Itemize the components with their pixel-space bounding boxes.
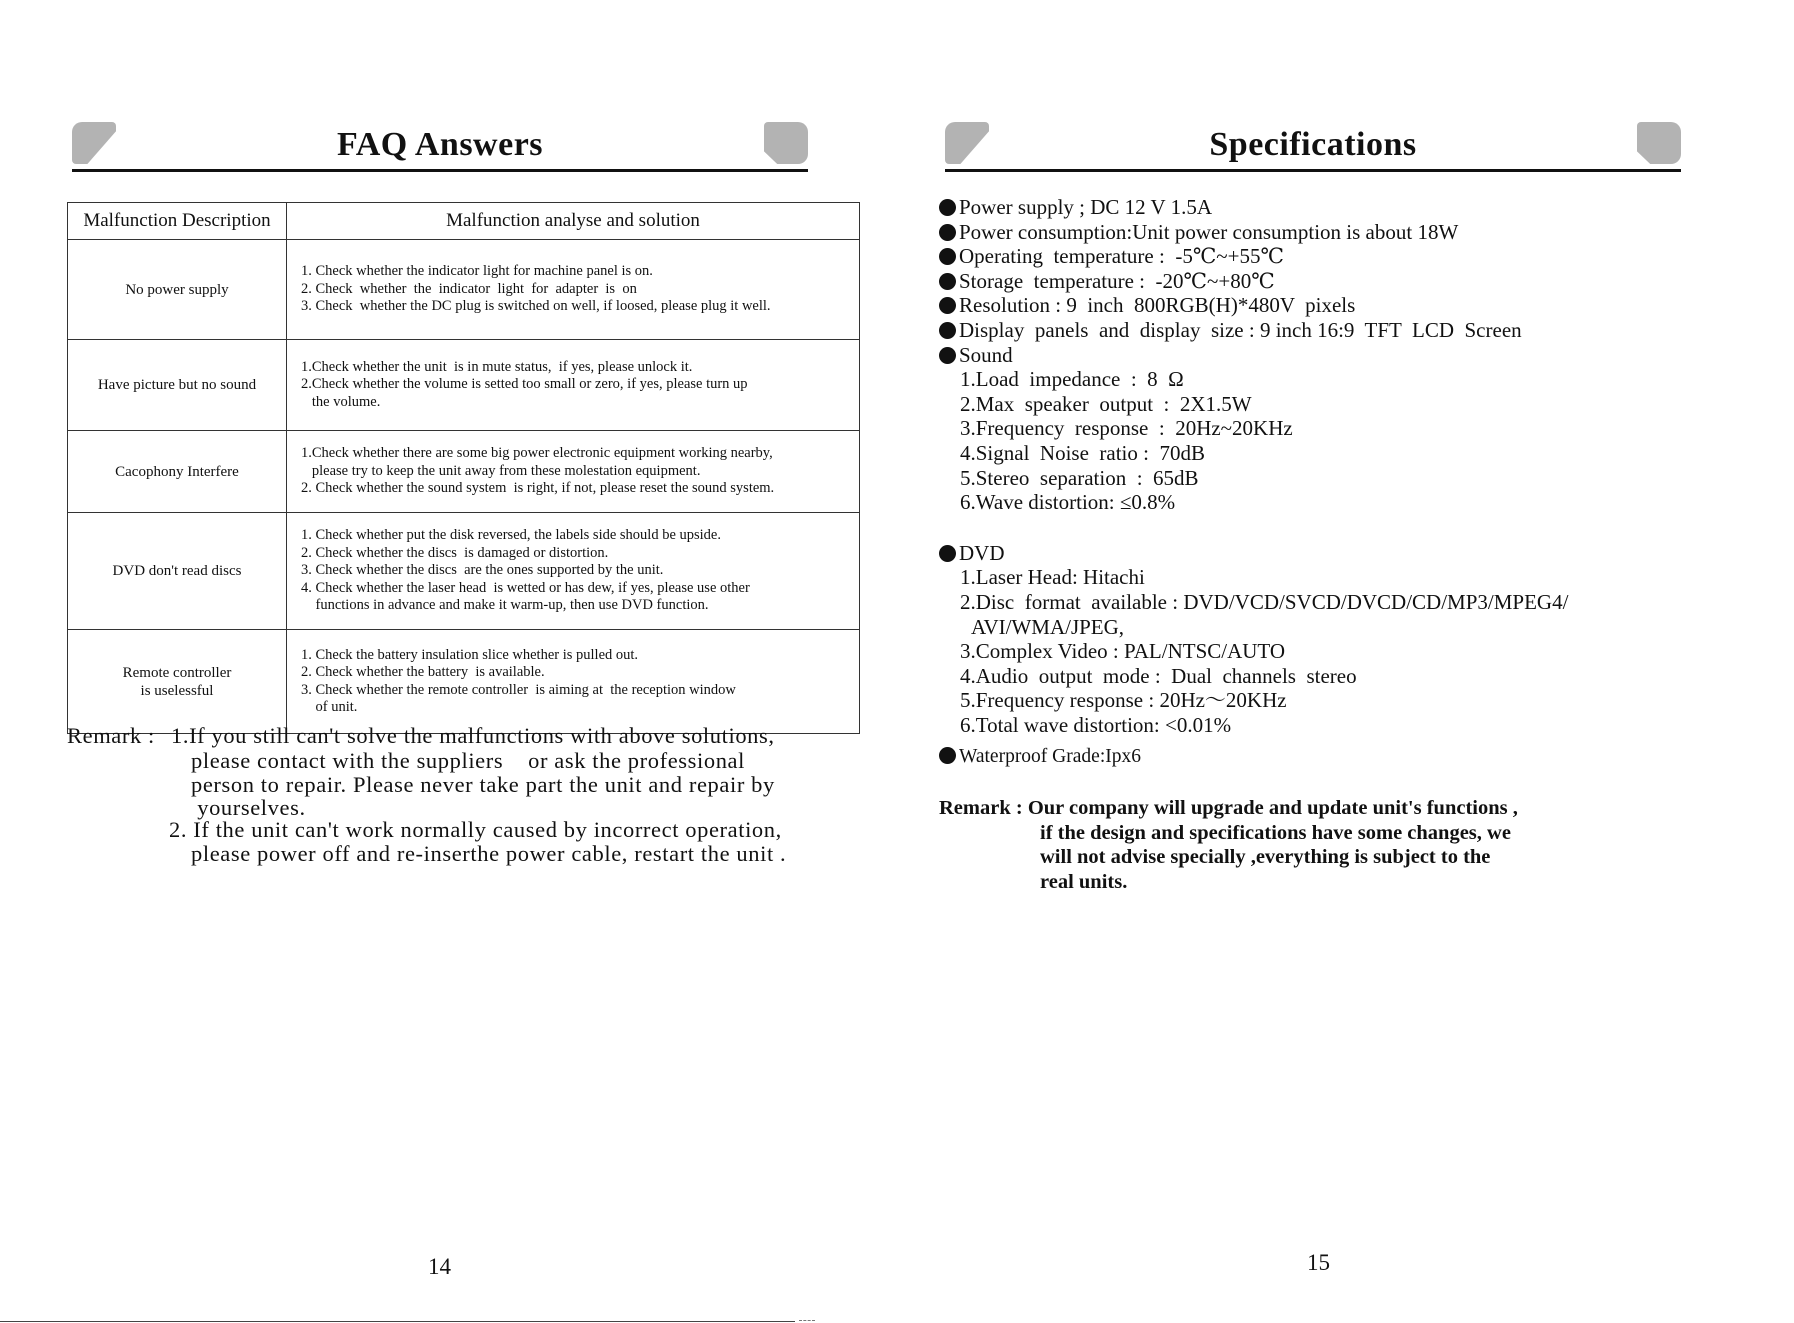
- malfunction-description: Cacophony Interfere: [68, 431, 287, 513]
- bullet-icon: [939, 224, 956, 241]
- spec-item: Power supply ; DC 12 V 1.5A: [939, 195, 1779, 220]
- bullet-icon: [939, 248, 956, 265]
- solution-line: 1. Check whether put the disk reversed, the labels side should be upside.: [301, 527, 721, 544]
- spec-item: Power consumption:Unit power consumption is about 18W: [939, 220, 1779, 245]
- table-row: [68, 340, 860, 431]
- solution-line: 2.Check whether the volume is setted too small or zero, if yes, please turn up: [301, 376, 748, 393]
- bullet-icon: [939, 199, 956, 216]
- faq-remark: [67, 724, 867, 867]
- bullet-icon: [939, 297, 956, 314]
- remark-line: please power off and re-inserthe power cable, restart the unit .: [191, 841, 787, 866]
- solution-line: the volume.: [301, 393, 381, 410]
- sound-spec: 3.Frequency response : 20Hz~20KHz: [960, 416, 1293, 441]
- malfunction-solution: [287, 431, 860, 513]
- crop-mark: [799, 1320, 815, 1321]
- malfunction-solution: [287, 630, 860, 734]
- solution-line: 2. Check whether the indicator light for adapter is on: [301, 280, 637, 297]
- dvd-spec: 6.Total wave distortion: <0.01%: [960, 712, 1232, 737]
- remark-label: Remark :: [67, 723, 155, 748]
- spec-item: Display panels and display size : 9 inch 16:9 TFT LCD Screen: [939, 318, 1779, 343]
- solution-line: 2. Check whether the discs is damaged or distortion.: [301, 544, 609, 561]
- malfunction-description: Have picture but no sound: [68, 340, 287, 431]
- sound-spec: 5.Stereo separation : 65dB: [960, 465, 1199, 490]
- column-header-solution: Malfunction analyse and solution: [287, 203, 860, 240]
- dvd-spec: 2.Disc format available : DVD/VCD/SVCD/DVCD/CD/MP3/MPEG4/: [960, 589, 1569, 614]
- solution-line: 3. Check whether the discs are the ones supported by the unit.: [301, 562, 664, 579]
- page-title: FAQ Answers: [336, 126, 544, 163]
- sound-spec: 6.Wave distortion: ≤0.8%: [960, 490, 1176, 515]
- solution-line: functions in advance and make it warm-up, then use DVD function.: [301, 597, 709, 614]
- dvd-spec: 3.Complex Video : PAL/NTSC/AUTO: [960, 639, 1286, 664]
- faq-table: [67, 202, 860, 734]
- dvd-spec: AVI/WMA/JPEG,: [971, 614, 1125, 639]
- bullet-icon: [939, 347, 956, 364]
- table-row: [68, 431, 860, 513]
- solution-line: 2. Check whether the sound system is right, if not, please reset the sound system.: [301, 480, 775, 497]
- malfunction-description: DVD don't read discs: [68, 513, 287, 630]
- page-number: 15: [1307, 1250, 1330, 1275]
- column-header-description: Malfunction Description: [68, 203, 287, 240]
- solution-line: 4. Check whether the laser head is wetted or has dew, if yes, please use other: [301, 579, 750, 596]
- solution-line: 1. Check whether the indicator light for machine panel is on.: [301, 263, 653, 280]
- malfunction-solution: [287, 513, 860, 630]
- dvd-spec: 4.Audio output mode : Dual channels stereo: [960, 663, 1357, 688]
- remark-line: please contact with the suppliers or ask the professional: [191, 747, 745, 773]
- remark-line: yourselves.: [191, 794, 306, 820]
- malfunction-solution: [287, 340, 860, 431]
- title-underline: [72, 169, 808, 172]
- sound-heading: Sound: [939, 343, 1779, 368]
- table-row: [68, 240, 860, 340]
- solution-line: 3. Check whether the remote controller is aiming at the reception window: [301, 681, 736, 698]
- specifications-list: [939, 195, 1779, 770]
- solution-line: 1.Check whether there are some big power electronic equipment working nearby,: [301, 445, 773, 462]
- dvd-spec: 5.Frequency response : 20Hz～20KHz: [960, 688, 1287, 713]
- spec-item: Resolution : 9 inch 800RGB(H)*480V pixels: [939, 293, 1779, 318]
- malfunction-solution: [287, 240, 860, 340]
- bullet-icon: [939, 747, 956, 764]
- remark-line: Our company will upgrade and update unit's functions ,: [1027, 797, 1518, 819]
- page-number: 14: [428, 1254, 451, 1279]
- specifications-page: [897, 0, 1794, 1323]
- solution-line: 1. Check the battery insulation slice whether is pulled out.: [301, 646, 639, 663]
- table-row: [68, 630, 860, 734]
- title-underline: [945, 169, 1681, 172]
- page-bottom-rule: [0, 1321, 795, 1322]
- page-title: Specifications: [1209, 126, 1417, 163]
- sound-spec: 1.Load impedance : 8 Ω: [960, 367, 1184, 392]
- malfunction-description: Remote controller is uselessful: [68, 630, 287, 734]
- remark-line: will not advise specially ,everything is subject to the: [1040, 846, 1491, 868]
- remark-label: Remark :: [939, 797, 1023, 819]
- solution-line: 2. Check whether the battery is available.: [301, 664, 545, 680]
- waterproof-spec: Waterproof Grade:Ipx6: [939, 745, 1779, 770]
- specifications-remark: [939, 796, 1779, 894]
- remark-line: 2. If the unit can't work normally caused by incorrect operation,: [169, 816, 782, 842]
- malfunction-description: No power supply: [68, 240, 287, 340]
- dvd-spec: 1.Laser Head: Hitachi: [960, 565, 1145, 590]
- remark-line: real units.: [1040, 870, 1128, 893]
- spec-item: Storage temperature : -20℃~+80℃: [939, 269, 1779, 294]
- specifications-header: [945, 118, 1681, 174]
- table-row: [68, 513, 860, 630]
- solution-line: 3. Check whether the DC plug is switched on well, if loosed, please plug it well.: [301, 298, 771, 315]
- remark-line: if the design and specifications have some changes, we: [1040, 821, 1511, 844]
- solution-line: 1.Check whether the unit is in mute status, if yes, please unlock it.: [301, 358, 693, 375]
- solution-line: of unit.: [301, 699, 358, 715]
- sound-spec: 4.Signal Noise ratio : 70dB: [960, 440, 1205, 465]
- faq-header: [72, 118, 808, 174]
- spec-item: Operating temperature : -5℃~+55℃: [939, 244, 1779, 269]
- bullet-icon: [939, 322, 956, 339]
- bullet-icon: [939, 273, 956, 290]
- remark-line: 1.If you still can't solve the malfunctions with above solutions,: [171, 723, 775, 748]
- dvd-heading: DVD: [939, 541, 1779, 566]
- solution-line: please try to keep the unit away from these molestation equipment.: [301, 462, 701, 479]
- remark-line: person to repair. Please never take part the unit and repair by: [191, 772, 775, 797]
- bullet-icon: [939, 545, 956, 562]
- sound-spec: 2.Max speaker output : 2X1.5W: [960, 391, 1252, 416]
